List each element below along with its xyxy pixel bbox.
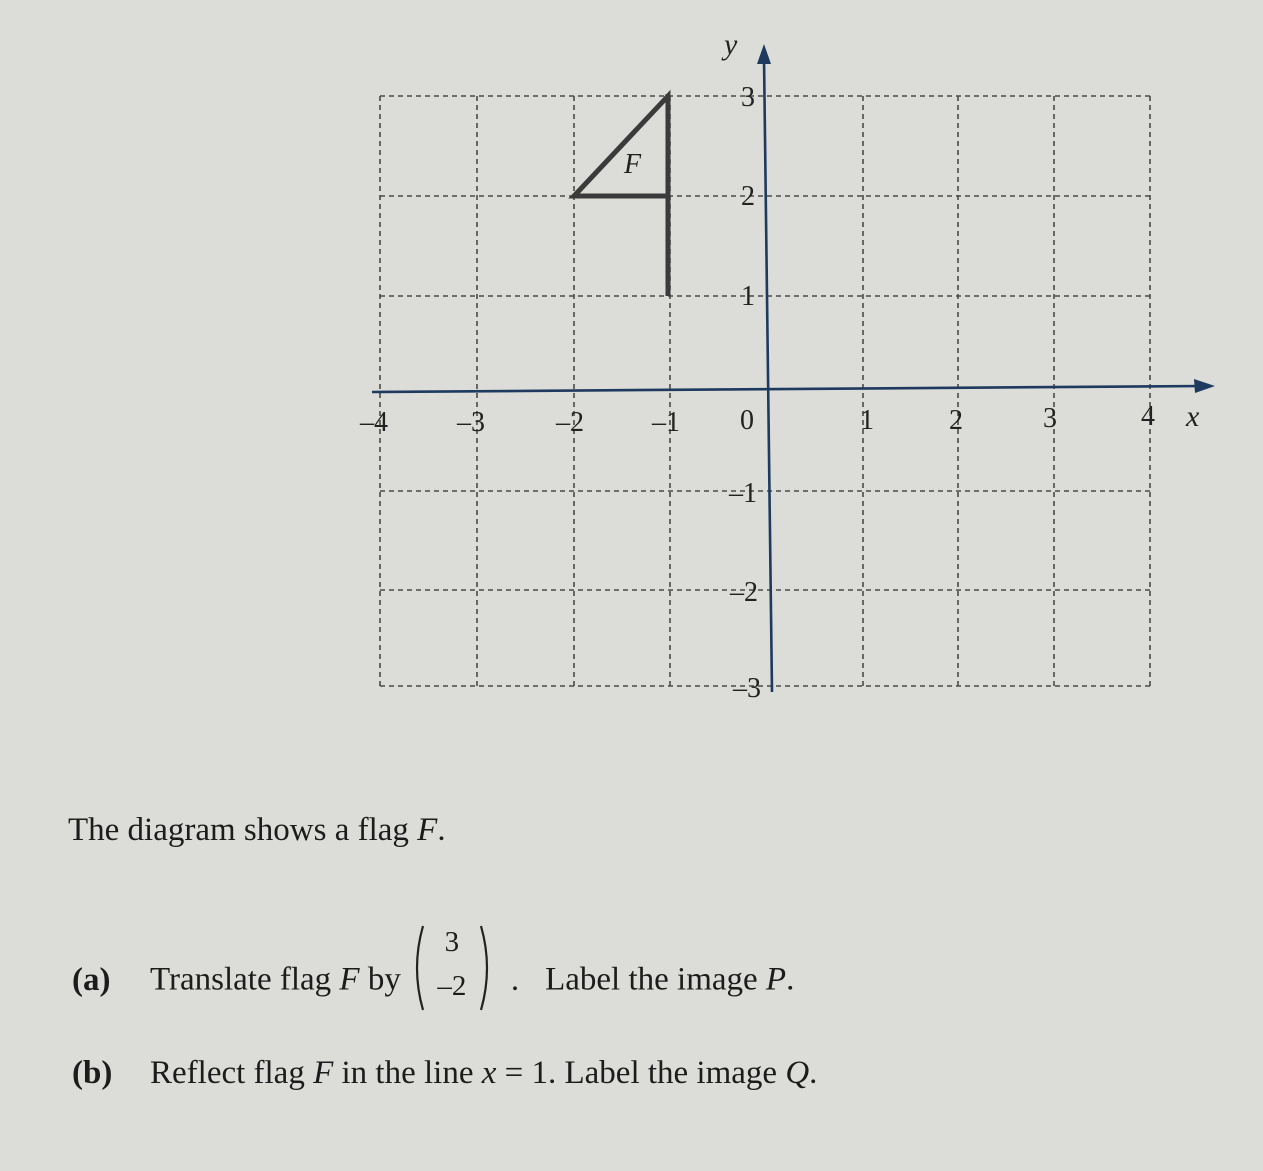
intro-text-main: The diagram shows a flag bbox=[68, 812, 418, 848]
y-tick-label: 1 bbox=[741, 281, 755, 312]
part-a-by: by bbox=[359, 961, 401, 998]
part-b bbox=[72, 1055, 817, 1092]
part-a-dot: . bbox=[510, 961, 520, 998]
y-tick-label: –2 bbox=[730, 577, 758, 608]
vector-top-value: 3 bbox=[444, 926, 460, 958]
translation-vector bbox=[409, 922, 495, 1014]
intro-flag-var: F bbox=[417, 812, 438, 848]
x-tick-label: –1 bbox=[652, 407, 680, 438]
y-tick-label: 3 bbox=[741, 82, 755, 113]
y-axis-arrowhead bbox=[757, 44, 771, 64]
part-a-image-var: P bbox=[765, 961, 787, 998]
part-b-image-var: Q bbox=[785, 1055, 810, 1091]
y-tick-label: –1 bbox=[729, 478, 757, 509]
x-axis bbox=[372, 386, 1205, 392]
x-tick-label: –4 bbox=[360, 407, 388, 438]
x-axis-label: x bbox=[1186, 400, 1200, 433]
part-a-label: (a) bbox=[72, 961, 111, 998]
part-b-flag-var: F bbox=[313, 1055, 334, 1091]
axes bbox=[372, 44, 1215, 692]
part-b-line-var: x bbox=[481, 1055, 497, 1091]
part-a-text: Translate flag bbox=[150, 961, 340, 998]
part-b-text: Reflect flag bbox=[150, 1055, 314, 1091]
intro-text-end: . bbox=[437, 812, 446, 848]
x-axis-arrowhead bbox=[1194, 379, 1215, 393]
x-tick-label: 2 bbox=[949, 405, 963, 436]
flag-f bbox=[574, 94, 668, 296]
part-b-label: (b) bbox=[72, 1055, 113, 1091]
part-a bbox=[72, 926, 795, 1028]
x-tick-label: 4 bbox=[1141, 401, 1155, 432]
x-tick-label: 0 bbox=[740, 405, 754, 436]
flag-label: F bbox=[624, 149, 642, 180]
part-b-line-eq: = 1. Label the image bbox=[496, 1055, 786, 1091]
y-tick-label: –3 bbox=[733, 673, 761, 704]
flag-triangle bbox=[574, 96, 668, 196]
part-a-label-text: Label the image bbox=[545, 961, 766, 998]
y-axis bbox=[764, 58, 772, 692]
part-a-flag-var: F bbox=[339, 961, 360, 998]
x-tick-label: –3 bbox=[457, 407, 485, 438]
part-b-line-text: in the line bbox=[333, 1055, 482, 1091]
x-tick-label: 3 bbox=[1043, 403, 1057, 434]
x-tick-label: –2 bbox=[556, 407, 584, 438]
axis-labels bbox=[359, 28, 1200, 704]
vector-bottom-value: –2 bbox=[437, 970, 467, 1002]
intro-text bbox=[68, 812, 446, 849]
part-b-end: . bbox=[809, 1055, 818, 1091]
y-axis-label: y bbox=[724, 28, 738, 61]
part-a-end: . bbox=[786, 961, 795, 998]
x-tick-label: 1 bbox=[860, 405, 874, 436]
y-tick-label: 2 bbox=[741, 181, 755, 212]
